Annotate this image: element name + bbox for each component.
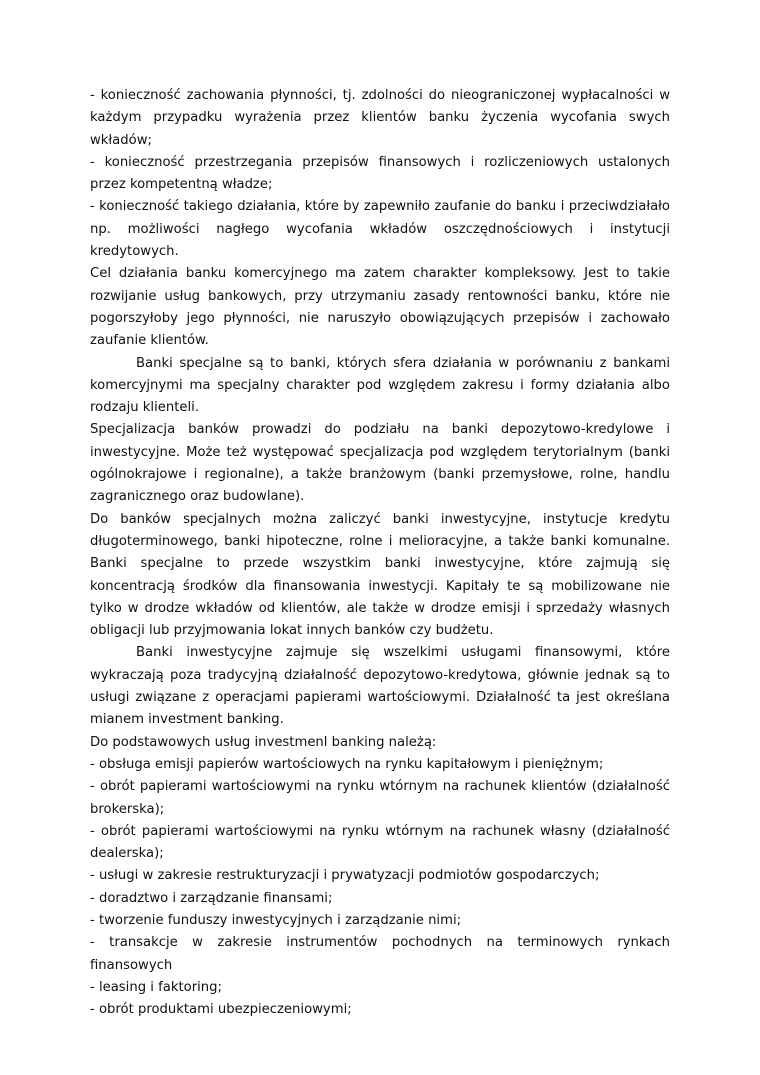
list-item: - obrót papierami wartościowymi na rynku wtórnym na rachunek klientów (działalność brokerska); <box>90 779 670 817</box>
paragraph: Banki specjalne są to banki, których sfera działania w porównaniu z bankami komercyjnymi ma specjalny charakter pod względem zakresu i formy działania albo rodzaju klienteli. <box>90 355 670 416</box>
list-item: - usługi w zakresie restrukturyzacji i prywatyzacji podmiotów gospodarczych; <box>90 868 600 884</box>
paragraph: Specjalizacja banków prowadzi do podziału na banki depozytowo-kredylowe i inwestycyjne. Może też występować specjalizacja pod względem terytorialnym (banki ogólnokrajowe i regionalne), a także branżowym (banki przemysłowe, rolne, handlu zagranicznego oraz budowlane). <box>90 422 670 505</box>
list-item: - leasing i faktoring; <box>90 979 222 995</box>
list-item: - konieczność zachowania płynności, tj. zdolności do nieograniczonej wypłacalności w każdym przypadku wyrażenia przez klientów banku życzenia wycofania swych wkładów; <box>90 88 670 148</box>
list-item: - konieczność takiego działania, które by zapewniło zaufanie do banku i przeciwdziałało np. możliwości nagłego wycofania wkładów oszczędnościowych i instytucji kredytowych. <box>90 199 670 260</box>
paragraph: Do podstawowych usług investmenl banking należą: <box>90 734 437 750</box>
list-item: - obrót produktami ubezpieczeniowymi; <box>90 1002 352 1018</box>
list-item: - obrót papierami wartościowymi na rynku wtórnym na rachunek własny (działalność dealerska); <box>90 823 670 862</box>
document-page <box>90 85 670 1021</box>
list-item: - tworzenie funduszy inwestycyjnych i zarządzanie nimi; <box>90 912 462 928</box>
list-item: - transakcje w zakresie instrumentów pochodnych na terminowych rynkach finansowych <box>90 935 670 973</box>
paragraph: Banki inwestycyjne zajmuje się wszelkimi usługami finansowymi, które wykraczają poza tradycyjną działalność depozytowo-kredytowa, głównie jednak są to usługi związane z operacjami papierami wartościowymi. Działalność ta jest określana mianem investment banking. <box>90 645 670 728</box>
list-item: - obsługa emisji papierów wartościowych na rynku kapitałowym i pieniężnym; <box>90 756 604 772</box>
paragraph: Do banków specjalnych można zaliczyć banki inwestycyjne, instytucje kredytu długoterminowego, banki hipoteczne, rolne i melioracyjne, a także banki komunalne. Banki specjalne to przede wszystkim banki inwestycyjne, które zajmują się koncentracją środków dla finansowania inwestycji. Kapitały te są mobilizowane nie tylko w drodze wkładów od klientów, ale także w drodze emisji i sprzedaży własnych obligacji lub przyjmowania lokat innych banków czy budżetu. <box>90 511 670 639</box>
list-item: - konieczność przestrzegania przepisów finansowych i rozliczeniowych ustalonych przez kompetentną władze; <box>90 154 670 193</box>
paragraph: Cel działania banku komercyjnego ma zatem charakter kompleksowy. Jest to takie rozwijanie usług bankowych, przy utrzymaniu zasady rentowności banku, które nie pogorszyłoby jego płynności, nie naruszyło obowiązujących przepisów i zachowało zaufanie klientów. <box>90 266 670 349</box>
list-item: - doradztwo i zarządzanie finansami; <box>90 890 333 906</box>
